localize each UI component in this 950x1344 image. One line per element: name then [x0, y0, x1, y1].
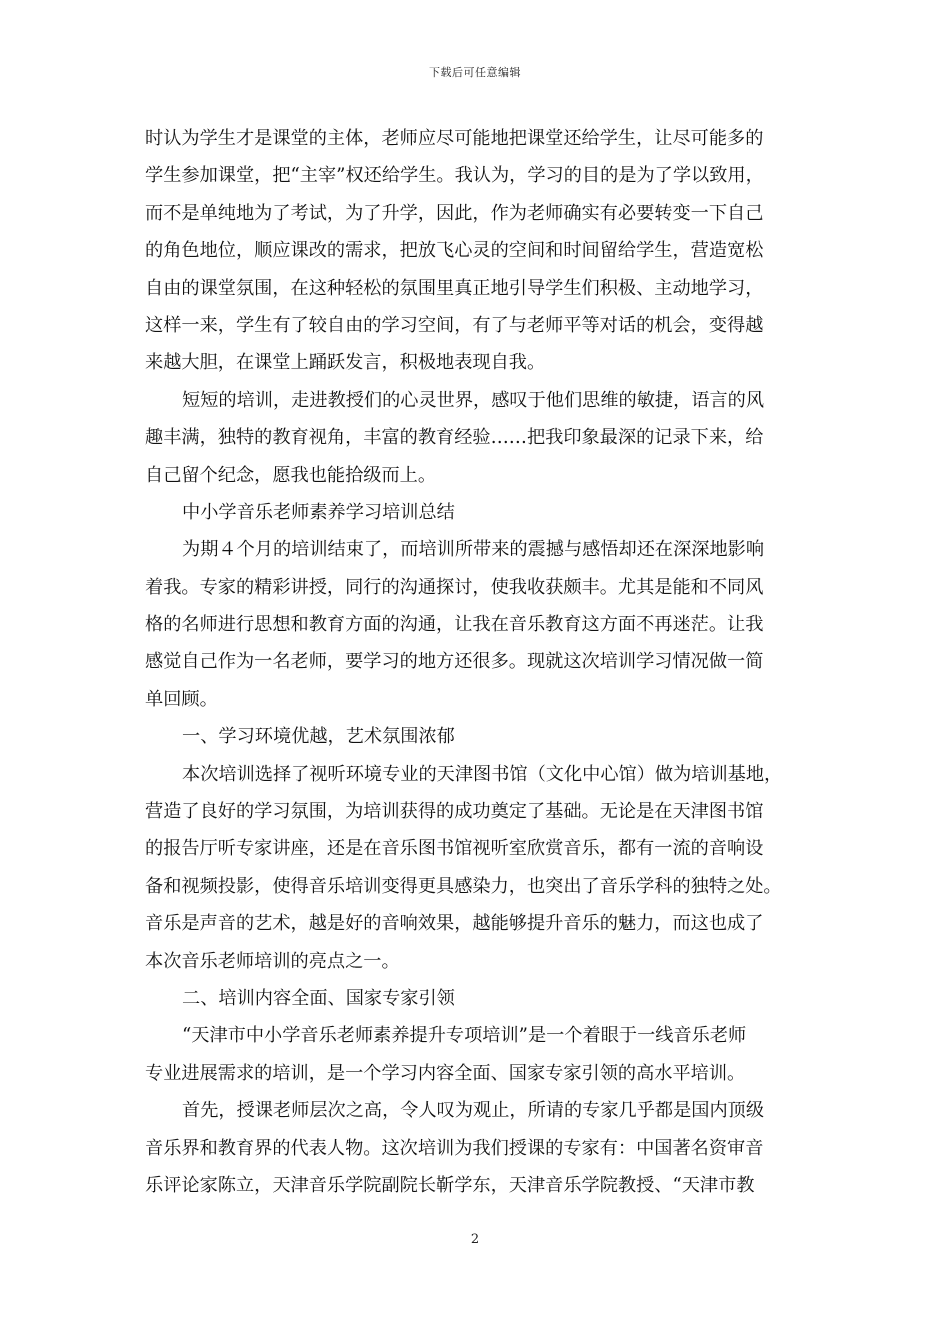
text-line: 音乐是声音的艺术，越是好的音响效果，越能够提升音乐的魅力，而这也成了	[145, 913, 764, 935]
text-line: 这样一来，学生有了较自由的学习空间，有了与老师平等对话的机会，变得越	[145, 314, 764, 336]
text-line: 单回顾。	[145, 688, 218, 710]
text-line: 短短的培训，走进教授们的心灵世界，感叹于他们思维的敏捷，语言的风	[182, 389, 765, 411]
text-line: 感觉自己作为一名老师，要学习的地方还很多。现就这次培训学习情况做一简	[145, 651, 764, 673]
text-line: 本次培训选择了视听环境专业的天津图书馆（文化中心馆）做为培训基地，	[182, 763, 783, 785]
text-line: 为期４个月的培训结束了，而培训所带来的震撼与感悟却还在深深地影响	[182, 539, 765, 561]
text-line: 自己留个纪念，愿我也能拾级而上。	[145, 464, 437, 486]
text-line: 专业进展需求的培训，是一个学习内容全面、国家专家引领的高水平培训。	[145, 1062, 746, 1084]
text-line: 本次音乐老师培训的亮点之一。	[145, 950, 400, 972]
text-line: 学生参加课堂，把“主宰”权还给学生。我认为，学习的目的是为了学以致用，	[145, 165, 764, 187]
text-line: 格的名师进行思想和教育方面的沟通，让我在音乐教育这方面不再迷茫。让我	[145, 614, 764, 636]
text-line: 时认为学生才是课堂的主体，老师应尽可能地把课堂还给学生，让尽可能多的	[145, 128, 764, 149]
text-line: 备和视频投影，使得音乐培训变得更具感染力，也突出了音乐学科的独特之处。	[145, 875, 782, 897]
section-heading: 一、学习环境优越，艺术氛围浓郁	[182, 726, 455, 748]
section-heading: 二、培训内容全面、国家专家引领	[182, 987, 455, 1009]
text-line: 营造了良好的学习氛围，为培训获得的成功奠定了基础。无论是在天津图书馆	[145, 801, 764, 823]
text-line: 乐评论家陈立，天津音乐学院副院长靳学东，天津音乐学院教授、“天津市教	[145, 1174, 755, 1196]
text-line: 而不是单纯地为了考试，为了升学，因此，作为老师确实有必要转变一下自己	[145, 202, 764, 224]
text-line: “天津市中小学音乐老师素养提升专项培训”是一个着眼于一线音乐老师	[182, 1025, 747, 1047]
document-body	[145, 120, 825, 1204]
section-title: 中小学音乐老师素养学习培训总结	[182, 501, 455, 523]
text-line: 自由的课堂氛围，在这种轻松的氛围里真正地引导学生们积极、主动地学习，	[145, 277, 764, 299]
text-line: 着我。专家的精彩讲授，同行的沟通探讨，使我收获颇丰。尤其是能和不同风	[145, 576, 764, 598]
text-line: 音乐界和教育界的代表人物。这次培训为我们授课的专家有：中国著名资审音	[145, 1137, 764, 1159]
text-line: 首先，授课老师层次之高，令人叹为观止，所请的专家几乎都是国内顶级	[182, 1100, 765, 1122]
page-header: 下载后可任意编辑	[429, 66, 521, 79]
text-line: 趣丰满，独特的教育视角，丰富的教育经验……把我印象最深的记录下来，给	[145, 427, 764, 449]
text-line: 来越大胆，在课堂上踊跃发言，积极地表现自我。	[145, 352, 546, 374]
text-line: 的报告厅听专家讲座，还是在音乐图书馆视听室欣赏音乐，都有一流的音响设	[145, 838, 764, 860]
text-line: 的角色地位，顺应课改的需求，把放飞心灵的空间和时间留给学生，营造宽松	[145, 240, 764, 262]
page-number: 2	[470, 1232, 480, 1247]
